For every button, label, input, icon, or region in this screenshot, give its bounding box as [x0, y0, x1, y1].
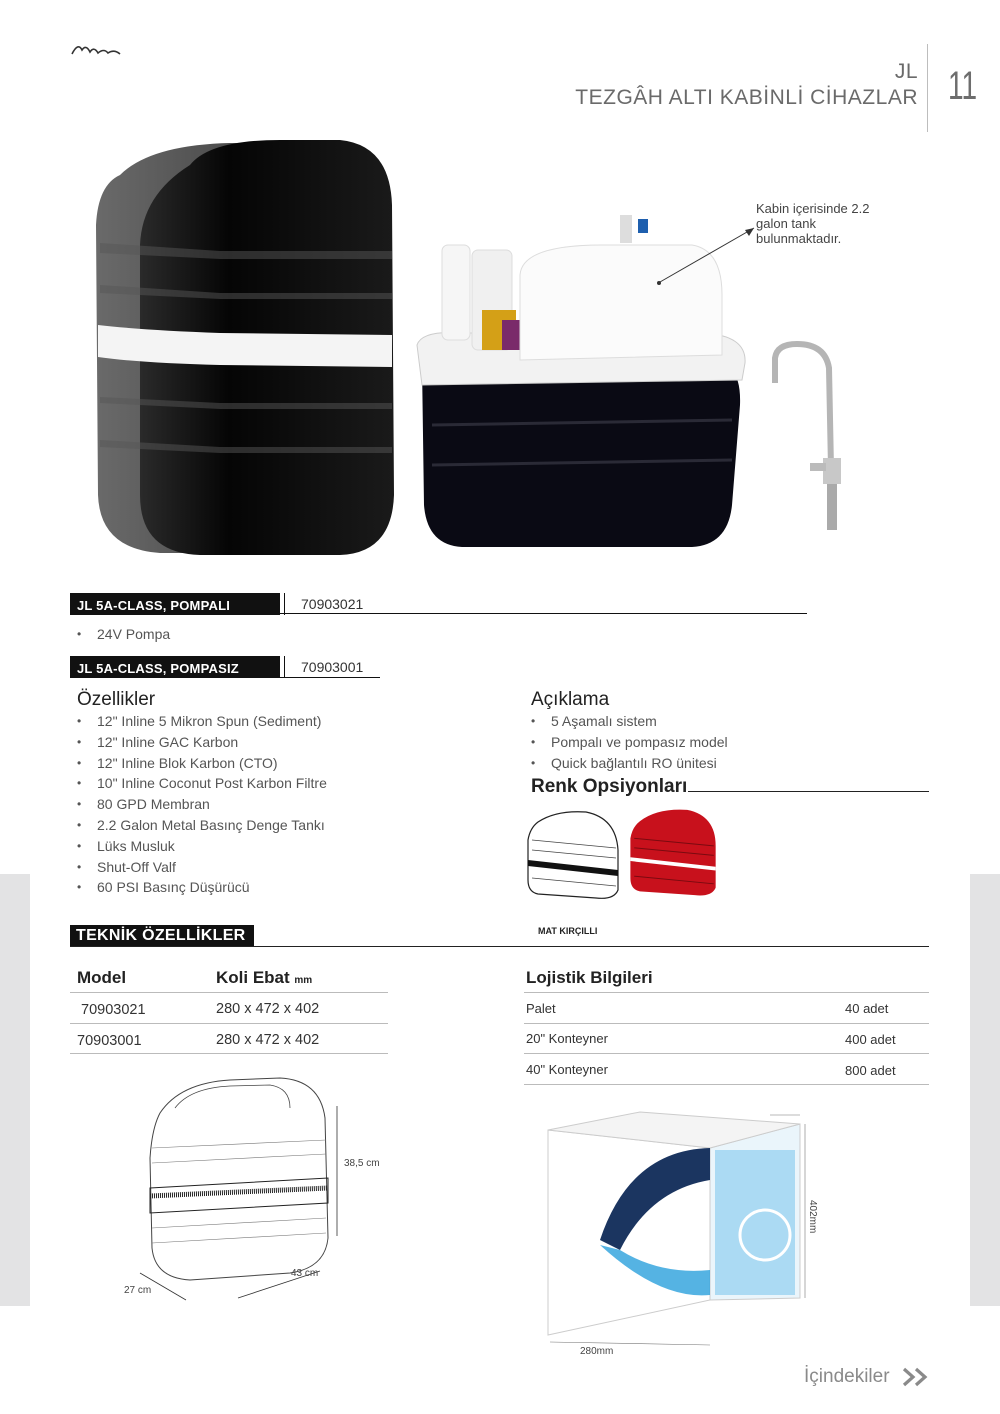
feature-item: • Shut-Off Valf: [77, 857, 327, 878]
model-code-pompali: 70903021: [284, 593, 380, 615]
color-swatch-white: [526, 810, 621, 900]
packaging-box-image: [540, 1110, 810, 1355]
logistics-label: 40" Konteyner: [526, 1062, 608, 1077]
model-rule: [70, 613, 807, 614]
color-swatch-red: [626, 808, 721, 898]
model-code-pompasiz: 70903001: [284, 656, 380, 678]
tech-col-box-unit: mm: [294, 975, 313, 986]
table-cell-box: 280 x 472 x 402: [216, 1032, 320, 1048]
side-bar-left: [0, 874, 30, 1306]
callout-arrow-icon: [650, 222, 760, 288]
table-cell-model: 70903001: [77, 1033, 142, 1049]
logistics-value: 800 adet: [845, 1063, 896, 1078]
dimension-depth: 27 cm: [124, 1285, 152, 1296]
logistics-value: 40 adet: [845, 1001, 889, 1016]
tech-col-box-label: Koli Ebat: [216, 968, 290, 987]
logistics-title: Lojistik Bilgileri: [526, 968, 653, 987]
feature-item: • 60 PSI Basınç Düşürücü: [77, 877, 327, 898]
feature-item: • 12" Inline 5 Mikron Spun (Sediment): [77, 711, 327, 732]
logistics-rule: [524, 1053, 929, 1054]
tech-col-box: [216, 968, 312, 988]
product-image-closed-cabinet: [80, 135, 400, 560]
description-title: Açıklama: [531, 689, 610, 710]
feature-item: • 12" Inline Blok Karbon (CTO): [77, 753, 327, 774]
dimension-width: 43 cm: [291, 1268, 319, 1279]
feature-item: • Lüks Musluk: [77, 836, 327, 857]
technical-title: TEKNİK ÖZELLİKLER: [70, 925, 254, 947]
model-rule: [70, 677, 380, 678]
logistics-rule: [524, 1023, 929, 1024]
side-bar-right: [970, 874, 1000, 1306]
feature-item: • 2.2 Galon Metal Basınç Denge Tankı: [77, 815, 327, 836]
model-name-pompasiz: JL 5A-CLASS, POMPASIZ: [70, 656, 280, 678]
feature-item: • 10" Inline Coconut Post Karbon Filtre: [77, 773, 327, 794]
callout-note: Kabin içerisinde 2.2 galon tank bulunmaktadır.: [756, 201, 870, 246]
series-title: JL: [894, 60, 918, 83]
category-title: TEZGÂH ALTI KABİNLİ CİHAZLAR: [575, 86, 918, 109]
features-list: [77, 711, 327, 898]
color-options-rule: [688, 791, 929, 792]
color-options-title: Renk Opsiyonları: [531, 776, 688, 797]
header-divider: [927, 44, 928, 132]
dimension-drawing: [120, 1068, 390, 1308]
description-item: • 5 Aşamalı sistem: [531, 711, 728, 732]
logistics-label: 20" Konteyner: [526, 1031, 608, 1046]
page-number: 11: [948, 64, 978, 108]
dimension-height: 38,5 cm: [344, 1158, 380, 1169]
description-item: • Pompalı ve pompasız model: [531, 732, 728, 753]
model-name-pompali: JL 5A-CLASS, POMPALI: [70, 593, 280, 615]
brand-logo: [70, 40, 122, 58]
tech-col-model: Model: [77, 968, 127, 987]
table-rule: [70, 1053, 388, 1054]
table-cell-box: 280 x 472 x 402: [216, 1001, 320, 1017]
table-rule: [70, 992, 388, 993]
feature-item: • 80 GPD Membran: [77, 794, 327, 815]
description-list: [531, 711, 728, 773]
table-cell-model: 70903021: [81, 1002, 146, 1018]
faucet-image: [765, 338, 855, 533]
table-of-contents-link[interactable]: İçindekiler: [804, 1366, 890, 1387]
pump-note-list: [77, 624, 170, 645]
feature-item: • 12" Inline GAC Karbon: [77, 732, 327, 753]
box-dimension-height: 402mm: [807, 1200, 818, 1234]
description-item: • Quick bağlantılı RO ünitesi: [531, 753, 728, 774]
color-finish-label: MAT KIRÇILLI: [538, 926, 598, 936]
logistics-value: 400 adet: [845, 1032, 896, 1047]
logistics-rule: [524, 1084, 929, 1085]
technical-rule: [70, 946, 929, 947]
table-rule: [70, 1023, 388, 1024]
pump-note: • 24V Pompa: [77, 624, 170, 645]
box-dimension-width: 280mm: [580, 1346, 614, 1357]
logistics-rule: [524, 992, 929, 993]
double-chevron-right-icon[interactable]: [902, 1366, 930, 1388]
logistics-label: Palet: [526, 1001, 556, 1016]
features-title: Özellikler: [77, 689, 156, 710]
